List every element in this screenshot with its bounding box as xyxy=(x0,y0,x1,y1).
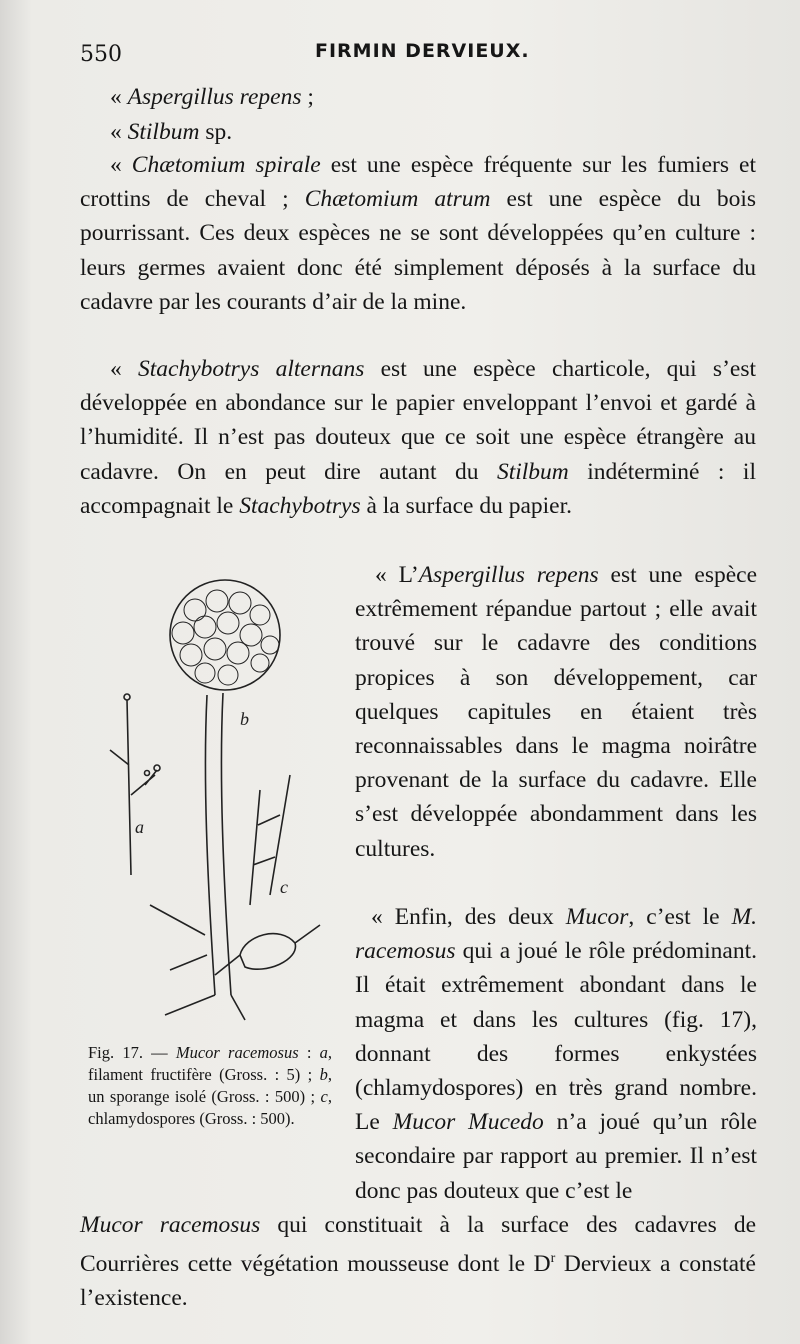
species-name: M. racemosus xyxy=(355,904,758,965)
figure-caption: Fig. 17. — Mucor racemosus : a, filament fructifère (Gross. : 5) ; b, un sporange isolé (Gross. : 500) ; c, chlamydospores (Gross. : 500). xyxy=(88,1043,332,1128)
species-name: Aspergillus repens xyxy=(418,562,599,588)
species-name: Chætomium spirale xyxy=(131,152,321,178)
page-number: 550 xyxy=(80,42,122,67)
paragraph-5: « L’Aspergillus repens est une espèce extrêmement répandue partout ; elle avait trouvé sur le cadavre des conditions propices à son développement, car quelques capitules en étaient très reconnaissables dans le magma noirâtre provenant de la surface du cadavre. Elle s’est développée abondamment dans les cultures. xyxy=(355,562,758,862)
chlamydospore-c-lower xyxy=(215,925,320,975)
sporangium-drawing xyxy=(170,580,280,690)
species-name: Stilbum xyxy=(127,119,200,145)
main-filament-drawing xyxy=(205,693,231,995)
species-name: Mucor racemosus xyxy=(80,1212,261,1238)
species-name: Mucor xyxy=(565,904,629,930)
species-name: Stilbum xyxy=(496,458,569,485)
figure-label-c: c xyxy=(280,877,288,897)
figure-17 xyxy=(95,575,345,1035)
paragraph-6-continued: Mucor racemosus qui constituait à la surface des cadavres de Courrières cette végétation mousseuse dont le $D^r$ Dervieux a constaté l’existence. xyxy=(80,1212,756,1312)
fructiferous-filament-a xyxy=(110,700,157,875)
running-head: FIRMIN DERVIEUX. xyxy=(315,40,530,62)
paragraph-4: « Stachybotrys alternans est une espèce charticole, qui s’est développée en abondance sur le papier enveloppant l’envoi et gardé à l’humidité. Il n’est pas douteux que ce soit une espèce étrangère au cadavre. On en peut dire autant du Stilbum indéterminé : il accompagnait le Stachybotrys à la surface du papier. xyxy=(80,356,757,519)
paragraph-1: « Aspergillus repens ; xyxy=(110,84,314,110)
mucor-illustration xyxy=(95,575,345,1035)
species-name: Aspergillus repens xyxy=(127,84,302,110)
paragraph-2: « Stilbum sp. xyxy=(110,119,233,145)
figure-label-a: a xyxy=(135,817,144,837)
species-name: Chætomium atrum xyxy=(304,186,491,213)
figure-label-b: b xyxy=(240,709,249,729)
species-name: Mucor Mucedo xyxy=(392,1109,544,1136)
species-name: Stachybotrys alternans xyxy=(137,356,365,382)
page-header xyxy=(80,30,760,70)
species-name: Stachybotrys xyxy=(239,492,361,519)
paragraph-6-wrapped: « Enfin, des deux Mucor, c’est le M. racemosus qui a joué le rôle prédominant. Il était extrêmement abondant dans le magma et dans les cultures (fig. 17), donnant des formes enkystées (chlamydospores) en très grand nombre. Le Mucor Mucedo n’a joué qu’un rôle secondaire par rapport au premier. Il n’est donc pas douteux que c’est le xyxy=(355,904,758,1204)
paragraph-3: « Chætomium spirale est une espèce fréquente sur les fumiers et crottins de cheval ; Chætomium atrum est une espèce du bois pourrissant. Ces deux espèces ne se sont développées qu’en culture : leurs germes avaient donc été simplement déposés à la surface du cadavre par les courants d’air de la mine. xyxy=(80,152,757,315)
